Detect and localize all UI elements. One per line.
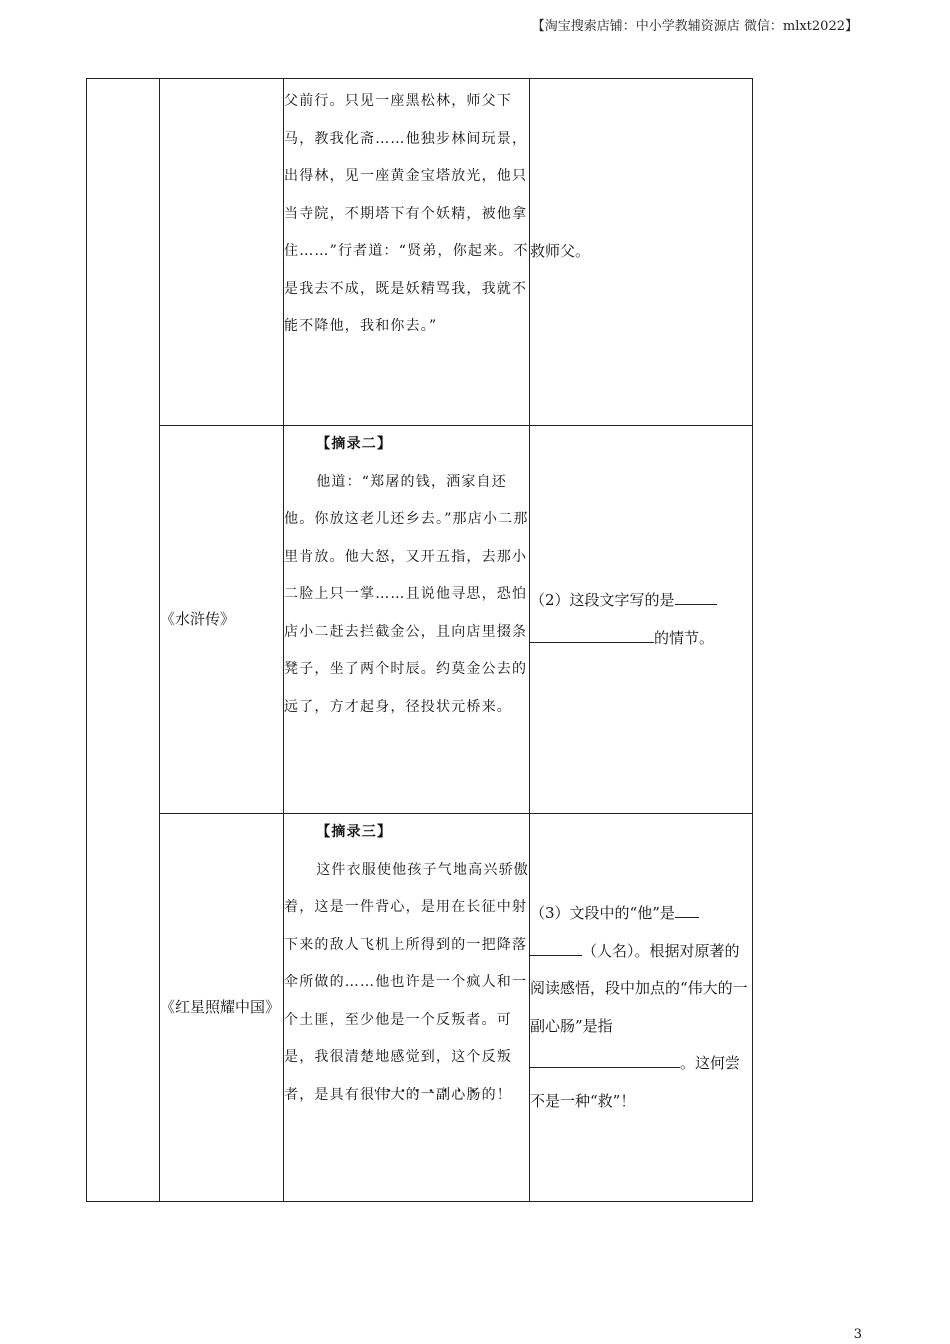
excerpt-text: 父前行。只见一座黑松林，师父下马，教我化斋……他独步林间玩景，出得林，见一座黄金宝塔放光，他只当寺院，不期塔下有个妖精，被他拿住……”行者道：“贤弟，你起来。不是我去不成，既是妖精骂我，我就不能不降他，我和你去。” — [284, 93, 529, 334]
dotted-emphasis-text: 伟大的一副心肠 — [375, 1086, 482, 1103]
question-text: （3）文段中的“他”是 — [530, 904, 675, 922]
excerpt-text-part: 的！ — [481, 1086, 513, 1103]
excerpt-title: 【摘录二】 — [316, 436, 393, 452]
answer-blank[interactable] — [530, 937, 582, 956]
question-text: 的情节。 — [654, 628, 715, 647]
category-cell — [87, 79, 160, 1202]
reading-table — [86, 78, 753, 1202]
table-row — [87, 426, 753, 814]
book-title-cell: 《水浒传》 — [160, 426, 284, 814]
question-cell — [530, 426, 753, 814]
table-row — [87, 79, 753, 426]
excerpt-text — [284, 852, 529, 1115]
answer-blank[interactable] — [675, 586, 717, 605]
book-title-cell: 《红星照耀中国》 — [160, 814, 284, 1202]
question-cell — [530, 79, 753, 426]
excerpt-cell — [284, 79, 530, 426]
excerpt-cell — [284, 814, 530, 1202]
excerpt-text-part: 这件衣服使他孩子气地高兴骄傲着，这是一件背心，是用在长征中射下来的敌人飞机上所得到的一把降落伞所做的……他也许是一个疯人和一个土匪，至少他是一个反叛者。可是，我很清楚地感觉到，这个反叛者，是具有很 — [284, 861, 529, 1103]
question-text: （2）这段文字写的是 — [530, 591, 675, 609]
excerpt-title: 【摘录三】 — [316, 824, 393, 840]
answer-blank[interactable] — [530, 624, 654, 643]
question-cell — [530, 814, 753, 1202]
question-text: 救师父。 — [530, 242, 591, 261]
page-number: 3 — [853, 1327, 862, 1342]
excerpt-text: 他道：“郑屠的钱，洒家自还他。你放这老儿还乡去。”那店小二那里肯放。他大怒，又开五指，去那小二脸上只一掌……且说他寻思，恐怕店小二赶去拦截金公，且向店里掇条凳子，坐了两个时辰。约莫金公去的远了，方才起身，径投状元桥来。 — [284, 473, 529, 715]
question-text: 。这何尝不是一种“救”！ — [530, 1054, 741, 1110]
excerpt-cell — [284, 426, 530, 814]
page-header: 【淘宝搜索店铺：中小学教辅资源店 微信：mlxt2022】 — [531, 19, 858, 34]
table-row — [87, 814, 753, 1202]
book-title-cell — [160, 79, 284, 426]
answer-blank[interactable] — [675, 899, 699, 918]
question-text: （人名）。根据对原著的阅读感悟，段中加点的“伟大的一副心肠”是指 — [530, 941, 748, 1035]
answer-blank[interactable] — [530, 1049, 680, 1068]
